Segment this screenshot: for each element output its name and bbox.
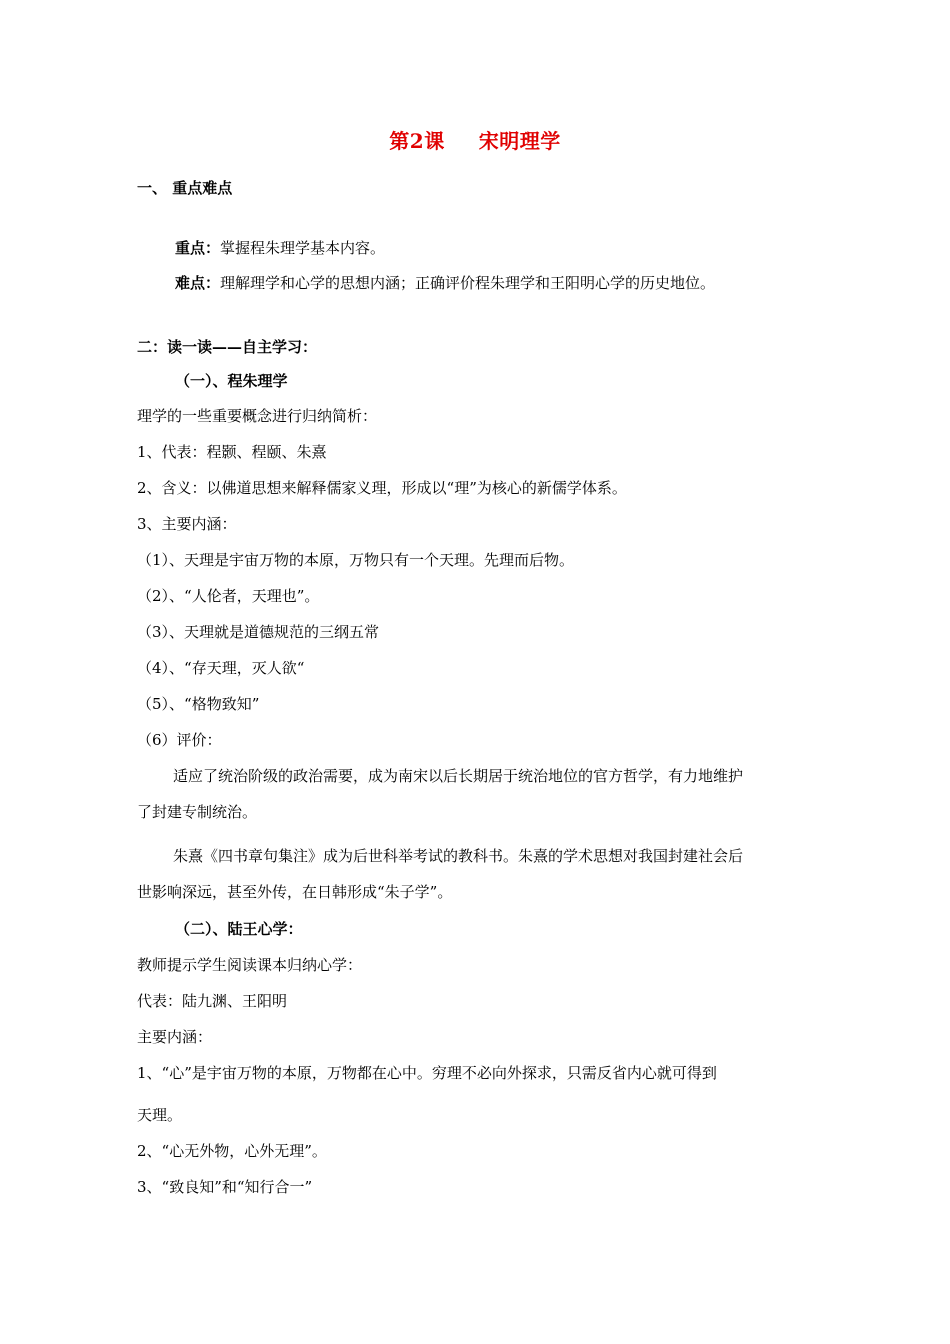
subsection-lu-wang: （二）、陆王心学：	[175, 920, 303, 938]
xin-item-1-cont: 天理。	[137, 1106, 183, 1124]
xin-item-1: 1、“心”是宇宙万物的本原，万物都在心中。穷理不必向外探求，只需反省内心就可得到	[137, 1064, 717, 1082]
key-point-text: 掌握程朱理学基本内容。	[220, 239, 386, 257]
paragraph-xin-representatives: 代表：陆九渊、王阳明	[137, 992, 288, 1010]
list-item: （3）、天理就是道德规范的三纲五常	[137, 623, 380, 641]
evaluation-paragraph-2: 朱熹《四书章句集注》成为后世科举考试的教科书。朱熹的学术思想对我国封建社会后	[173, 847, 744, 865]
difficult-point	[175, 273, 715, 293]
evaluation-paragraph-1-cont: 了封建专制统治。	[137, 803, 258, 821]
xin-item-2: 2、“心无外物，心外无理”。	[137, 1142, 327, 1160]
list-item: （2）、“人伦者，天理也”。	[137, 587, 320, 605]
paragraph-intro: 理学的一些重要概念进行归纳简析：	[137, 407, 378, 425]
paragraph-xin-content: 主要内涵：	[137, 1028, 213, 1046]
list-item: （1）、天理是宇宙万物的本原，万物只有一个天理。先理而后物。	[137, 551, 575, 569]
key-point	[175, 238, 385, 258]
paragraph-representatives: 1、代表：程颢、程颐、朱熹	[137, 443, 327, 461]
difficult-point-label: 难点：	[175, 274, 221, 292]
subsection-cheng-zhu: （一）、程朱理学	[175, 372, 288, 390]
section-1-heading: 一、 重点难点	[137, 179, 233, 197]
xin-item-3: 3、“致良知”和“知行合一”	[137, 1178, 313, 1196]
list-item: （5）、“格物致知”	[137, 695, 260, 713]
list-item: （4）、“存天理，灭人欲“	[137, 659, 305, 677]
evaluation-paragraph-1: 适应了统治阶级的政治需要，成为南宋以后长期居于统治地位的官方哲学，有力地维护	[173, 767, 744, 785]
lesson-topic: 宋明理学	[478, 129, 561, 153]
paragraph-meaning: 2、含义：以佛道思想来解释儒家义理，形成以“理”为核心的新儒学体系。	[137, 479, 627, 497]
paragraph-xin-intro: 教师提示学生阅读课本归纳心学：	[137, 956, 363, 974]
list-item: （6）评价：	[137, 731, 222, 749]
evaluation-paragraph-2-cont: 世影响深远，甚至外传，在日韩形成“朱子学”。	[137, 883, 453, 901]
key-point-label: 重点：	[175, 239, 221, 257]
paragraph-main-content: 3、主要内涵：	[137, 515, 237, 533]
lesson-number: 第2课	[389, 129, 445, 153]
page-title	[0, 125, 950, 154]
difficult-point-text: 理解理学和心学的思想内涵；正确评价程朱理学和王阳明心学的历史地位。	[220, 274, 716, 292]
section-2-heading: 二：读一读——自主学习：	[137, 338, 318, 356]
